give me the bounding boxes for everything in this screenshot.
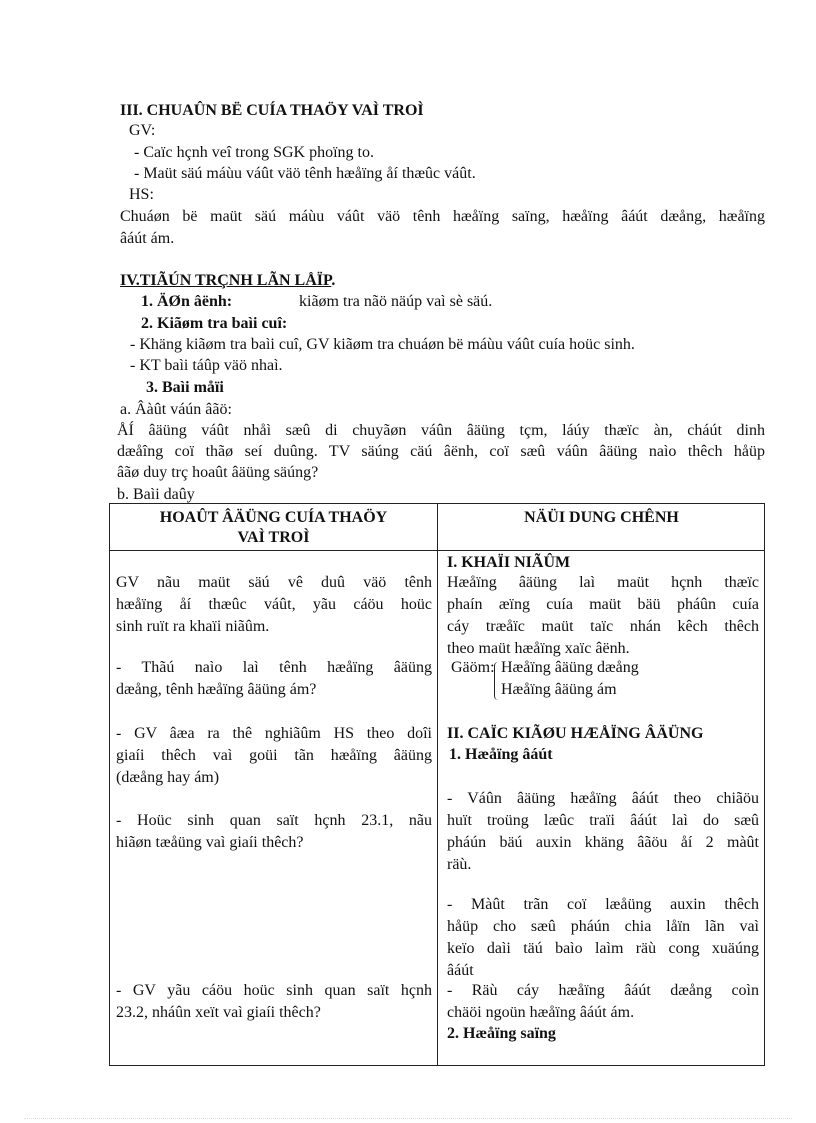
section3-heading: III. CHUAÛN BË CUÍA THAÖY VAÌ TROÌ [120,102,424,119]
gom-label: Gäöm: [451,659,495,676]
brace-icon [494,662,501,700]
text-line: - GV âæa ra thê nghiãûm HS theo doîi [116,725,432,742]
step2-item: - KT baìi táûp väö nhaì. [130,357,283,374]
step1-label: 1. ÄØn âënh: [141,293,233,310]
hs-text: Chuáøn bë maüt säú máùu váût väö tênh hæåïng saïng, hæåïng âáút dæång, hæåïng [120,208,765,225]
gv-item: - Caïc hçnh veî trong SGK phoïng to. [134,144,374,161]
left-paragraph-2 [116,657,432,701]
col2-header: NÄÜI DUNG CHÊNH [524,509,679,526]
text-line: giaíi thêch vaì goüi tãn hæåïng âäüng [116,747,432,764]
section-2-heading: II. CAÏC KIÃØU HÆÅÏNG ÂÄÜNG [447,725,704,742]
step3-label: 3. Baìi måïi [146,379,224,396]
text-line: - Váûn âäüng hæåïng âáút theo chiãöu [447,790,759,807]
col1-header-line: VAÌ TROÌ [237,529,310,546]
a-text: dæåîng coï thãø seí duûng. TV säúng cäú âënh, coï sæû váûn âäüng naìo thêch håüp [117,443,765,460]
text-line: hæåïng åí thæûc váût, yãu cáöu hoüc [116,596,432,613]
table-column-divider [437,504,438,1065]
text-line: phaín æïng cuía maüt bäü pháûn cuía [447,596,759,613]
right-paragraph-4 [447,980,759,1024]
gom-item: Hæåïng âäüng ám [501,681,617,698]
text-line: chäöi ngoün hæåïng âáút ám. [447,1004,635,1021]
left-paragraph-3 [116,723,432,789]
text-line: theo maüt hæåïng xaïc âënh. [447,640,630,657]
left-paragraph-5 [116,980,432,1024]
text-line: Hæåïng âäüng laì maüt hçnh thæïc [447,574,759,591]
a-text: âãø duy trç hoaût âäüng säúng? [117,464,319,481]
page-bottom-divider [24,1118,792,1119]
right-paragraph-1 [447,572,759,660]
text-line: cáy træåïc maüt taïc nhán kêch thêch [447,618,759,635]
text-line: dæång, tênh hæåïng âäüng ám? [116,681,317,698]
section4-heading [120,271,335,291]
col1-header [110,508,437,548]
text-line: 23.2, nháûn xeït vaì giaíi thêch? [116,1004,321,1021]
text-line: räù. [447,856,472,873]
col1-header-line: HOAÛT ÂÄÜNG CUÍA THAÖY [159,509,388,526]
a-text: ÅÍ âäüng váût nhåì sæû di chuyãøn váûn âäüng tçm, láúy thæïc àn, cháút dinh [117,422,765,439]
left-paragraph-4 [116,810,432,854]
hs-text: âáút ám. [120,230,175,247]
right-paragraph-2 [447,788,759,876]
gom-item: Hæåïng âäüng dæång [501,659,639,676]
text-line: - Räù cáy hæåïng âáút dæång coìn [447,982,759,999]
left-paragraph-1 [116,572,432,638]
text-line: - Hoüc sinh quan saït hçnh 23.1, nãu [116,812,432,829]
section4-heading-dot: . [331,272,336,289]
text-line: - GV yãu cáöu hoüc sinh quan saït hçnh [116,982,432,999]
text-line: hiãøn tæåüng vaì giaíi thêch? [116,834,304,851]
table-header-divider [110,550,764,551]
text-line: - Màût trãn coï læåüng auxin thêch [447,896,759,913]
text-line: pháún bäú auxin khäng âãöu åí 2 màût [447,834,759,851]
section-1-heading: I. KHAÏI NIÃÛM [447,554,571,571]
text-line: - Thãú naìo laì tênh hæåïng âäüng [116,659,432,676]
step1-text: kiãøm tra nãö näúp vaì sè säú. [299,293,493,310]
text-line: sinh ruït ra khaïi niãûm. [116,618,270,635]
step2-label: 2. Kiãøm tra baìi cuî: [141,315,288,332]
a-label: a. Âàût váún âãö: [120,401,232,418]
hs-label: HS: [129,186,154,203]
b-label: b. Baìi daûy [117,486,195,503]
subsection-2-heading: 2. Hæåïng saïng [447,1025,556,1042]
right-paragraph-3 [447,894,759,982]
lesson-table [109,503,765,1066]
gv-label: GV: [129,122,156,139]
text-line: (dæång hay ám) [116,769,220,786]
text-line: huït troüng læûc traïi âáút laì do sæû [447,812,759,829]
gv-item: - Maüt säú máùu váût väö tênh hæåïng åí thæûc váût. [134,165,476,182]
step2-item: - Khäng kiãøm tra baìi cuî, GV kiãøm tra chuáøn bë máùu váût cuía hoüc sinh. [130,336,635,353]
text-line: håüp cho sæû pháún chia låïn lãn vaì [447,918,759,935]
text-line: GV nãu maüt säú vê duû väö tênh [116,574,432,591]
subsection-1-heading: 1. Hæåïng âáút [449,746,553,763]
text-line: keïo daìi täú baìo laìm räù cong xuäúng [447,940,759,957]
section4-heading-text: IV.TIÃÚN TRÇNH LÃN LÅÏP [120,272,332,289]
text-line: âáút [447,962,474,979]
